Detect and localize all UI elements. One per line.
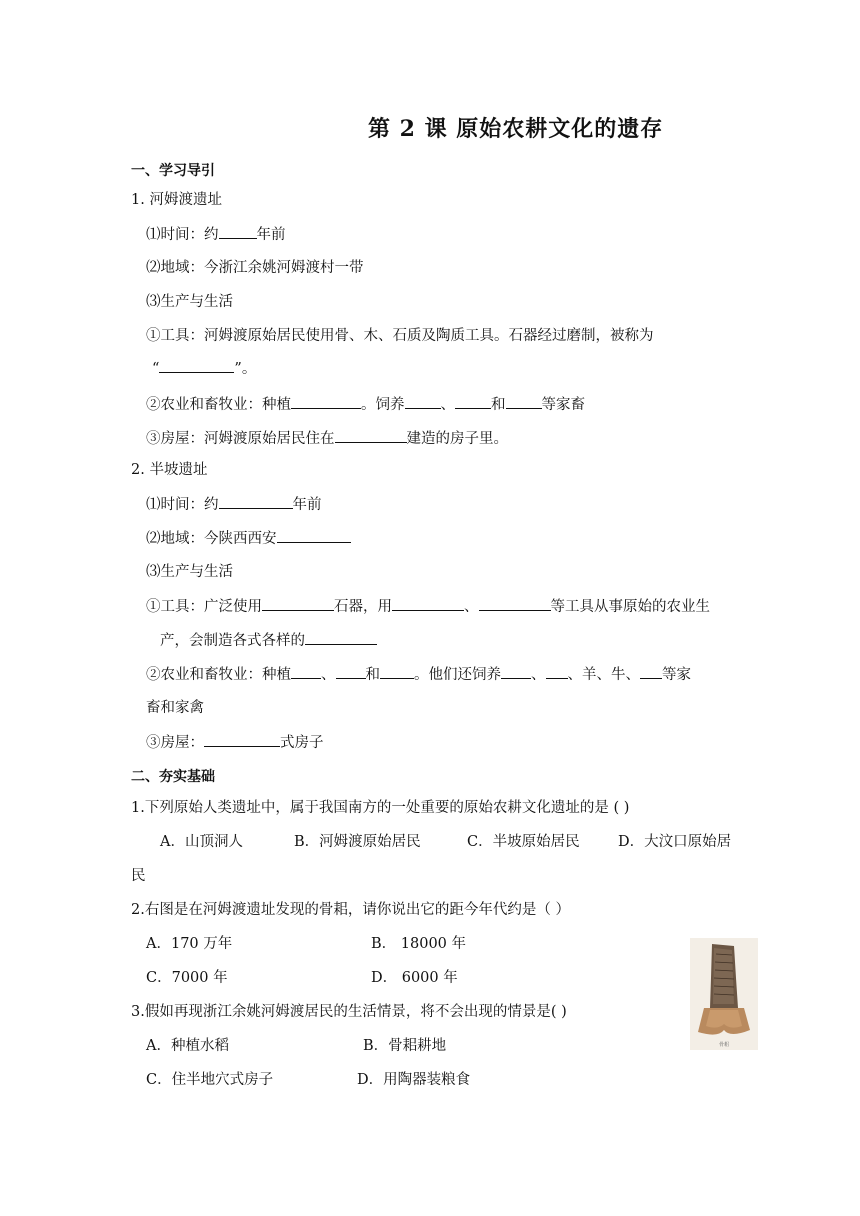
text: ⑵地域：今陕西西安 <box>146 531 277 547</box>
banpo-agriculture-line <box>146 664 691 685</box>
question-2-option-c[interactable]: C．7000 年 <box>146 970 228 986</box>
question-1-option-d-cont: 民 <box>131 868 146 884</box>
text: 、羊、牛、 <box>567 667 640 683</box>
text: 年前 <box>256 227 286 243</box>
text: 和 <box>491 397 506 413</box>
fill-blank[interactable] <box>392 596 464 611</box>
hemudu-life-line: ⑶生产与生活 <box>146 294 233 310</box>
question-1-option-d[interactable]: D．大汶口原始居 <box>618 834 732 850</box>
text: ”。 <box>234 361 257 377</box>
banpo-region-line <box>146 528 351 549</box>
text: 。他们还饲养 <box>414 667 501 683</box>
fill-blank[interactable] <box>219 494 293 509</box>
fill-blank[interactable] <box>159 358 234 373</box>
hemudu-region-line: ⑵地域：今浙江余姚河姆渡村一带 <box>146 260 364 276</box>
text: 式房子 <box>280 735 324 751</box>
banpo-tools-line-cont <box>160 630 377 651</box>
fill-blank[interactable] <box>204 732 280 747</box>
text: ⑴时间：约 <box>146 497 219 513</box>
text: 、 <box>531 667 546 683</box>
fill-blank[interactable] <box>336 664 366 679</box>
fill-blank[interactable] <box>640 664 662 679</box>
text: 年前 <box>292 497 322 513</box>
banpo-time-line <box>146 494 322 515</box>
question-3-option-c[interactable]: C．住半地穴式房子 <box>146 1072 274 1088</box>
question-3-option-a[interactable]: A．种植水稻 <box>146 1038 229 1054</box>
text: 、 <box>464 599 479 615</box>
figure-caption: 骨耜 <box>718 1042 730 1048</box>
question-1-option-c[interactable]: C．半坡原始居民 <box>467 834 580 850</box>
question-3: 3.假如再现浙江余姚河姆渡居民的生活情景，将不会出现的情景是( ) <box>131 1004 567 1020</box>
text: 和 <box>365 667 380 683</box>
fill-blank[interactable] <box>506 394 542 409</box>
fill-blank[interactable] <box>380 664 414 679</box>
text: 产，会制造各式各样的 <box>160 633 305 649</box>
text: 等工具从事原始的农业生 <box>550 599 710 615</box>
question-3-option-b[interactable]: B．骨耜耕地 <box>363 1038 447 1054</box>
text: ②农业和畜牧业：种植 <box>146 397 291 413</box>
fill-blank[interactable] <box>335 428 407 443</box>
hemudu-tools-blank-line <box>152 358 256 379</box>
text: ②农业和畜牧业：种植 <box>146 667 291 683</box>
fill-blank[interactable] <box>455 394 491 409</box>
text: 、 <box>321 667 336 683</box>
question-1-option-b[interactable]: B．河姆渡原始居民 <box>294 834 421 850</box>
text: 。饲养 <box>361 397 405 413</box>
banpo-tools-line <box>146 596 710 617</box>
banpo-housing-line <box>146 732 324 753</box>
text: 建造的房子里。 <box>406 431 508 447</box>
text: “ <box>152 361 160 377</box>
banpo-life-line: ⑶生产与生活 <box>146 564 233 580</box>
question-1: 1.下列原始人类遗址中，属于我国南方的一处重要的原始农耕文化遗址的是 ( ) <box>131 800 630 816</box>
question-1-option-a[interactable]: A．山顶洞人 <box>160 834 243 850</box>
fill-blank[interactable] <box>277 528 351 543</box>
section-heading-basics: 二、夯实基础 <box>131 769 215 785</box>
text: 、 <box>440 397 455 413</box>
fill-blank[interactable] <box>501 664 531 679</box>
hemudu-housing-line <box>146 428 508 449</box>
question-2-option-d[interactable]: D． 6000 年 <box>371 970 458 986</box>
text: ③房屋：河姆渡原始居民住在 <box>146 431 335 447</box>
fill-blank[interactable] <box>479 596 551 611</box>
banpo-agriculture-line-cont: 畜和家禽 <box>146 700 204 716</box>
bone-spade-photo <box>690 938 758 1050</box>
text: ③房屋： <box>146 735 204 751</box>
fill-blank[interactable] <box>305 630 377 645</box>
text: 等家 <box>662 667 691 683</box>
fill-blank[interactable] <box>546 664 568 679</box>
fill-blank[interactable] <box>291 394 361 409</box>
question-2-option-a[interactable]: A．170 万年 <box>146 936 233 952</box>
text: ⑴时间：约 <box>146 227 219 243</box>
item-banpo-heading: 2. 半坡遗址 <box>131 462 208 478</box>
text: 石器，用 <box>334 599 392 615</box>
question-2: 2.右图是在河姆渡遗址发现的骨耜，请你说出它的距今年代约是（ ） <box>131 902 570 918</box>
fill-blank[interactable] <box>405 394 441 409</box>
hemudu-tools-line: ①工具：河姆渡原始居民使用骨、木、石质及陶质工具。石器经过磨制，被称为 <box>146 328 654 344</box>
bone-spade-illustration <box>690 938 758 1050</box>
lesson-title: 第 2 课 原始农耕文化的遗存 <box>368 116 664 142</box>
fill-blank[interactable] <box>262 596 334 611</box>
item-hemudu-heading: 1. 河姆渡遗址 <box>131 192 222 208</box>
question-3-option-d[interactable]: D．用陶器装粮食 <box>357 1072 471 1088</box>
question-2-option-b[interactable]: B． 18000 年 <box>371 936 467 952</box>
text: 等家畜 <box>541 397 585 413</box>
fill-blank[interactable] <box>291 664 321 679</box>
text: ①工具：广泛使用 <box>146 599 262 615</box>
hemudu-agriculture-line <box>146 394 585 415</box>
section-heading-guide: 一、学习导引 <box>131 163 215 179</box>
fill-blank[interactable] <box>219 224 257 239</box>
hemudu-time-line <box>146 224 286 245</box>
